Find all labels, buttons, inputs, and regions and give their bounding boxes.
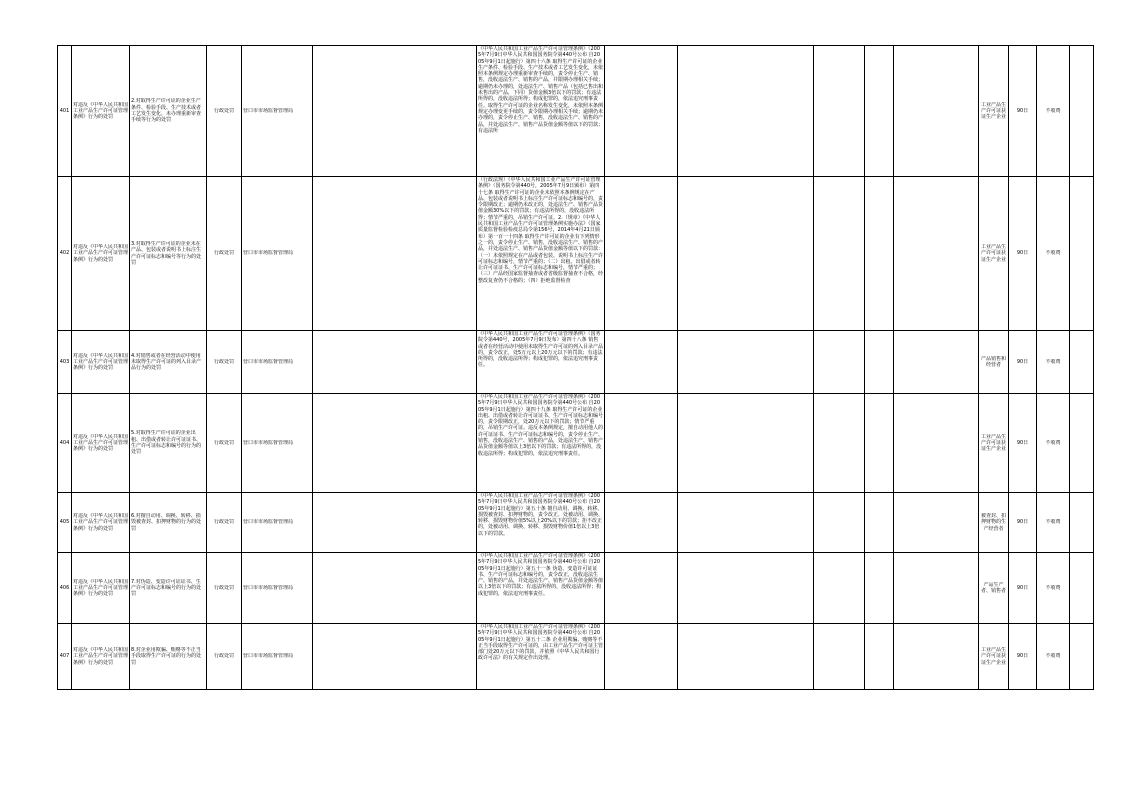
empty-cell (814, 177, 865, 331)
empty-cell (313, 177, 477, 331)
matter-name (72, 624, 130, 690)
legal-basis (477, 553, 605, 624)
fee-status (1037, 624, 1070, 690)
empty-cell (678, 553, 814, 624)
row-number (58, 553, 72, 624)
matter-name (72, 553, 130, 624)
empty-cell (865, 394, 894, 493)
fee-status-text: 不收费 (1045, 107, 1061, 114)
empty-cell (1070, 553, 1094, 624)
sub-item-name-text: 4.对销售或者在经营活动中使用未取得生产许可证的列入目录产品行为的处罚 (131, 352, 202, 372)
sub-item-name (130, 493, 207, 553)
row-number (58, 624, 72, 690)
sub-item-name-text: 5.对取得生产许可证的企业出租、出借或者转让许可证证书、生产许可证标志和编号的行为的处罚 (131, 430, 202, 456)
empty-cell (1070, 46, 1094, 177)
legal-basis (477, 394, 605, 493)
time-limit (1009, 177, 1037, 331)
row-number-text: 401 (59, 107, 70, 114)
legal-basis (477, 493, 605, 553)
empty-cell (894, 493, 979, 553)
empty-cell (605, 553, 678, 624)
table-row (58, 493, 1094, 553)
fee-status-text: 不收费 (1045, 250, 1061, 257)
target-object (979, 177, 1009, 331)
empty-cell (605, 177, 678, 331)
sub-item-name-text: 7.对伪造、变造许可证证书、生产许可证标志和编号的行为的处罚 (131, 578, 202, 598)
empty-cell (1070, 331, 1094, 394)
time-limit-text: 90日 (1016, 653, 1029, 660)
matter-name-text: 对违反《中华人民共和国工业产品生产许可证管理条例》行为的处罚 (73, 244, 128, 263)
table-row (58, 331, 1094, 394)
fee-status (1037, 331, 1070, 394)
matter-type-text: 行政处罚 (213, 519, 234, 526)
empty-cell (814, 46, 865, 177)
matter-type (207, 394, 242, 493)
empty-cell (313, 493, 477, 553)
implementing-department-text: 营口市市场监督管理局 (243, 519, 294, 526)
implementing-department (242, 493, 313, 553)
legal-basis (477, 177, 605, 331)
empty-cell (1070, 493, 1094, 553)
time-limit-text: 90日 (1016, 107, 1029, 114)
sub-item-name-text: 3.对取得生产许可证的企业未在产品、包装或者说明书上标注生产许可证标志和编号等行为的处罚 (131, 240, 202, 266)
row-number (58, 177, 72, 331)
matter-name (72, 493, 130, 553)
matter-type (207, 493, 242, 553)
target-object-text: 工业产品生产许可证获证生产企业 (980, 433, 1006, 453)
target-object-text: 工业产品生产许可证获证生产企业 (980, 244, 1006, 263)
implementing-department-text: 营口市市场监督管理局 (243, 107, 294, 114)
row-number-text: 402 (59, 250, 70, 257)
fee-status (1037, 394, 1070, 493)
time-limit-text: 90日 (1016, 584, 1029, 591)
matter-type (207, 331, 242, 394)
implementing-department-text: 营口市市场监督管理局 (243, 439, 294, 446)
matter-type-text: 行政处罚 (213, 250, 234, 257)
empty-cell (313, 553, 477, 624)
row-number (58, 394, 72, 493)
empty-cell (678, 624, 814, 690)
empty-cell (1070, 394, 1094, 493)
matter-type (207, 553, 242, 624)
empty-cell (313, 46, 477, 177)
row-number-text: 403 (59, 358, 70, 365)
sub-item-name-text: 6.对擅自动用、调换、转移、损毁被查封、扣押财物的行为的处罚 (131, 513, 202, 532)
table-row (58, 624, 1094, 690)
legal-basis-text: 《中华人民共和国工业产品生产许可证管理条例》（2005年7月9日中华人民共和国国务院令第440号公布 自2005年9月1日起施行）第五十条 擅自动用、调换、转移、损毁被查封、扣押财物的，责令改正，处被动用、调换、转移、损毁财物价值5%以上20%以下的罚款；拒不改正的，处被动用、调换、转移、损毁财物价值1倍以上3倍以下的罚款。 (478, 493, 603, 537)
fee-status (1037, 553, 1070, 624)
empty-cell (678, 177, 814, 331)
legal-basis-text: 《中华人民共和国工业产品生产许可证管理条例》（2005年7月9日中华人民共和国国务院令第440号公布 自2005年9月1日起施行）第四十九条 取得生产许可证的企业出租、出借或者转让许可证证书、生产许可证标志和编号的，责令限期改正，处20万元以下的罚款；情节严重的，吊销生产许可证。违反本条例规定，擅自动用他人的许可证证书、生产许可证标志和编号的，责令停止生产、销售，没收违法生产、销售的产品，处违法生产、销售产品货值金额等值以上3倍以下的罚款；有违法所得的，没收违法所得；构成犯罪的，依法追究刑事责任。 (478, 394, 603, 457)
permit-table (57, 45, 1094, 690)
row-number-text: 404 (59, 439, 70, 446)
empty-cell (605, 46, 678, 177)
table-row (58, 553, 1094, 624)
target-object-text: 产品销售和经营者 (980, 355, 1006, 368)
legal-basis-text: 《中华人民共和国工业产品生产许可证管理条例》（2005年7月9日中华人民共和国国务院令第440号公布 自2005年9月1日起施行）第五十一条 伪造、变造许可证证书、生产许可证标志和编号的，责令改正，没收违法生产、销售的产品，并处违法生产、销售产品货值金额等值以上3倍以下的罚款；有违法所得的，没收违法所得；构成犯罪的，依法追究刑事责任。 (478, 553, 603, 597)
matter-type (207, 46, 242, 177)
target-object-text: 工业产品生产许可证获证生产企业 (980, 101, 1006, 121)
empty-cell (814, 553, 865, 624)
target-object (979, 394, 1009, 493)
row-number-text: 406 (59, 584, 70, 591)
legal-basis (477, 331, 605, 394)
empty-cell (313, 331, 477, 394)
target-object (979, 624, 1009, 690)
implementing-department-text: 营口市市场监督管理局 (243, 584, 294, 591)
matter-type-text: 行政处罚 (213, 358, 234, 365)
fee-status-text: 不收费 (1045, 519, 1061, 526)
row-number-text: 407 (59, 653, 70, 660)
row-number (58, 46, 72, 177)
empty-cell (1070, 177, 1094, 331)
legal-basis (477, 624, 605, 690)
target-object (979, 553, 1009, 624)
empty-cell (865, 46, 894, 177)
sub-item-name (130, 553, 207, 624)
implementing-department (242, 331, 313, 394)
matter-name (72, 394, 130, 493)
matter-name-text: 对违反《中华人民共和国工业产品生产许可证管理条例》行为的处罚 (73, 647, 128, 666)
empty-cell (814, 624, 865, 690)
sub-item-name-text: 8.对企业用欺骗、贿赂等不正当手段取得生产许可证的行为的处罚 (131, 647, 202, 666)
time-limit-text: 90日 (1016, 519, 1029, 526)
matter-name (72, 177, 130, 331)
empty-cell (894, 331, 979, 394)
empty-cell (605, 331, 678, 394)
row-number (58, 331, 72, 394)
implementing-department (242, 46, 313, 177)
fee-status-text: 不收费 (1045, 358, 1061, 365)
implementing-department (242, 394, 313, 493)
matter-type (207, 177, 242, 331)
empty-cell (605, 493, 678, 553)
matter-type (207, 624, 242, 690)
fee-status (1037, 46, 1070, 177)
implementing-department-text: 营口市市场监督管理局 (243, 653, 294, 660)
target-object-text: 产品生产者、销售者 (980, 581, 1006, 594)
time-limit-text: 90日 (1016, 439, 1029, 446)
empty-cell (678, 46, 814, 177)
empty-cell (894, 624, 979, 690)
sub-item-name (130, 394, 207, 493)
empty-cell (313, 624, 477, 690)
fee-status-text: 不收费 (1045, 584, 1061, 591)
empty-cell (678, 394, 814, 493)
empty-cell (605, 624, 678, 690)
implementing-department (242, 624, 313, 690)
fee-status (1037, 493, 1070, 553)
time-limit (1009, 624, 1037, 690)
time-limit (1009, 394, 1037, 493)
empty-cell (865, 553, 894, 624)
empty-cell (814, 394, 865, 493)
row-number-text: 405 (59, 519, 70, 526)
target-object (979, 46, 1009, 177)
matter-name-text: 对违反《中华人民共和国工业产品生产许可证管理条例》行为的处罚 (73, 352, 128, 372)
legal-basis-text: （行政法规）《中华人民共和国工业产品生产许可证管理条例》（国务院令第440号，2005年7月9日颁布）第四十七条 取得生产许可证的企业未依照本条例规定在产品、包装或者说明书上标注生产许可证标志和编号的，责令限期改正；逾期仍未改正的，处违法生产、销售产品货值金额30%以下的罚款；有违法所得的，没收违法所得；情节严重的，吊销生产许可证。2.（规章）《中华人民共和国工业产品生产许可证管理条例实施办法》（国家质量监督检验检疫总局令第156号，2014年4月21日颁布）第一百一十四条 取得生产许可证的企业有下列情形之一的，责令停止生产、销售，没收违法生产、销售的产品，并处违法生产、销售产品货值金额等值以下的罚款：（一）未依照规定在产品或者包装、说明书上标注生产许可证标志和编号，情节严重的；（二）出租、出借或者转让许可证证书、生产许可证标志和编号，情节严重的；（三）产品经国家监督抽查或者省级监督抽查不合格，经整改复查仍不合格的；（四）拒绝监督检查 (478, 177, 603, 284)
empty-cell (894, 394, 979, 493)
time-limit (1009, 553, 1037, 624)
empty-cell (313, 394, 477, 493)
table-row (58, 46, 1094, 177)
sub-item-name (130, 331, 207, 394)
time-limit-text: 90日 (1016, 250, 1029, 257)
time-limit (1009, 493, 1037, 553)
target-object (979, 331, 1009, 394)
empty-cell (865, 331, 894, 394)
sub-item-name (130, 46, 207, 177)
empty-cell (678, 331, 814, 394)
legal-basis (477, 46, 605, 177)
empty-cell (1070, 624, 1094, 690)
implementing-department (242, 177, 313, 331)
time-limit (1009, 331, 1037, 394)
implementing-department (242, 553, 313, 624)
matter-name-text: 对违反《中华人民共和国工业产品生产许可证管理条例》行为的处罚 (73, 513, 128, 532)
empty-cell (865, 624, 894, 690)
time-limit (1009, 46, 1037, 177)
implementing-department-text: 营口市市场监督管理局 (243, 250, 294, 257)
row-number (58, 493, 72, 553)
matter-type-text: 行政处罚 (213, 653, 234, 660)
matter-name (72, 331, 130, 394)
empty-cell (814, 493, 865, 553)
empty-cell (894, 46, 979, 177)
legal-basis-text: 《中华人民共和国工业产品生产许可证管理条例》（2005年7月9日中华人民共和国国务院令第440号公布 自2005年9月1日起施行）第四十六条 取得生产许可证的企业生产条件、检验手段、生产技术或者工艺发生变化，未依照本条例规定办理重新审查手续的，责令停止生产、销售，没收违法生产、销售的产品，并限期办理相关手续；逾期仍未办理的，处违法生产、销售产品（包括已售出和未售出的产品，下同）货值金额3倍以下的罚款；有违法所得的，没收违法所得；构成犯罪的，依法追究刑事责任。取得生产许可证的企业名称发生变化，未依照本条例规定办理变更手续的，责令限期办理相关手续；逾期仍未办理的，责令停止生产、销售，没收违法生产、销售的产品，并处违法生产、销售产品货值金额等值以下的罚款；有违法所 (478, 46, 603, 134)
sub-item-name (130, 177, 207, 331)
matter-type-text: 行政处罚 (213, 439, 234, 446)
matter-name (72, 46, 130, 177)
matter-name-text: 对违反《中华人民共和国工业产品生产许可证管理条例》行为的处罚 (73, 578, 128, 598)
sub-item-name (130, 624, 207, 690)
table-row (58, 177, 1094, 331)
fee-status-text: 不收费 (1045, 439, 1061, 446)
matter-name-text: 对违反《中华人民共和国工业产品生产许可证管理条例》行为的处罚 (73, 101, 128, 121)
sub-item-name-text: 2.对取得生产许可证的企业生产条件、检验手段、生产技术或者工艺发生变化，未办理重新审查手续等行为的处罚 (131, 98, 202, 124)
empty-cell (865, 493, 894, 553)
fee-status-text: 不收费 (1045, 653, 1061, 660)
implementing-department-text: 营口市市场监督管理局 (243, 358, 294, 365)
matter-type-text: 行政处罚 (213, 584, 234, 591)
matter-name-text: 对违反《中华人民共和国工业产品生产许可证管理条例》行为的处罚 (73, 433, 128, 453)
empty-cell (865, 177, 894, 331)
empty-cell (605, 394, 678, 493)
empty-cell (814, 331, 865, 394)
legal-basis-text: 《中华人民共和国工业产品生产许可证管理条例》（2005年7月9日中华人民共和国国务院令第440号公布 自2005年9月1日起施行）第五十二条 企业用欺骗、贿赂等不正当手段取得生产许可证的，由工业产品生产许可证主管部门处20万元以下的罚款，并依照《中华人民共和国行政许可法》的有关规定作出处理。 (478, 624, 603, 662)
time-limit-text: 90日 (1016, 358, 1029, 365)
fee-status (1037, 177, 1070, 331)
empty-cell (894, 553, 979, 624)
empty-cell (678, 493, 814, 553)
empty-cell (894, 177, 979, 331)
target-object-text: 工业产品生产许可证获证生产企业 (980, 647, 1006, 666)
legal-basis-text: 《中华人民共和国工业产品生产许可证管理条例》（国务院令第440号，2005年7月9日发布）第四十八条 销售或者在经营活动中使用未取得生产许可证的列入目录产品的，责令改正，处5万元以上20万元以下的罚款；有违法所得的，没收违法所得；构成犯罪的，依法追究刑事责任。 (478, 331, 603, 369)
table-row (58, 394, 1094, 493)
target-object (979, 493, 1009, 553)
matter-type-text: 行政处罚 (213, 107, 234, 114)
target-object-text: 被查封、扣押财物的生产经营者 (980, 513, 1006, 532)
